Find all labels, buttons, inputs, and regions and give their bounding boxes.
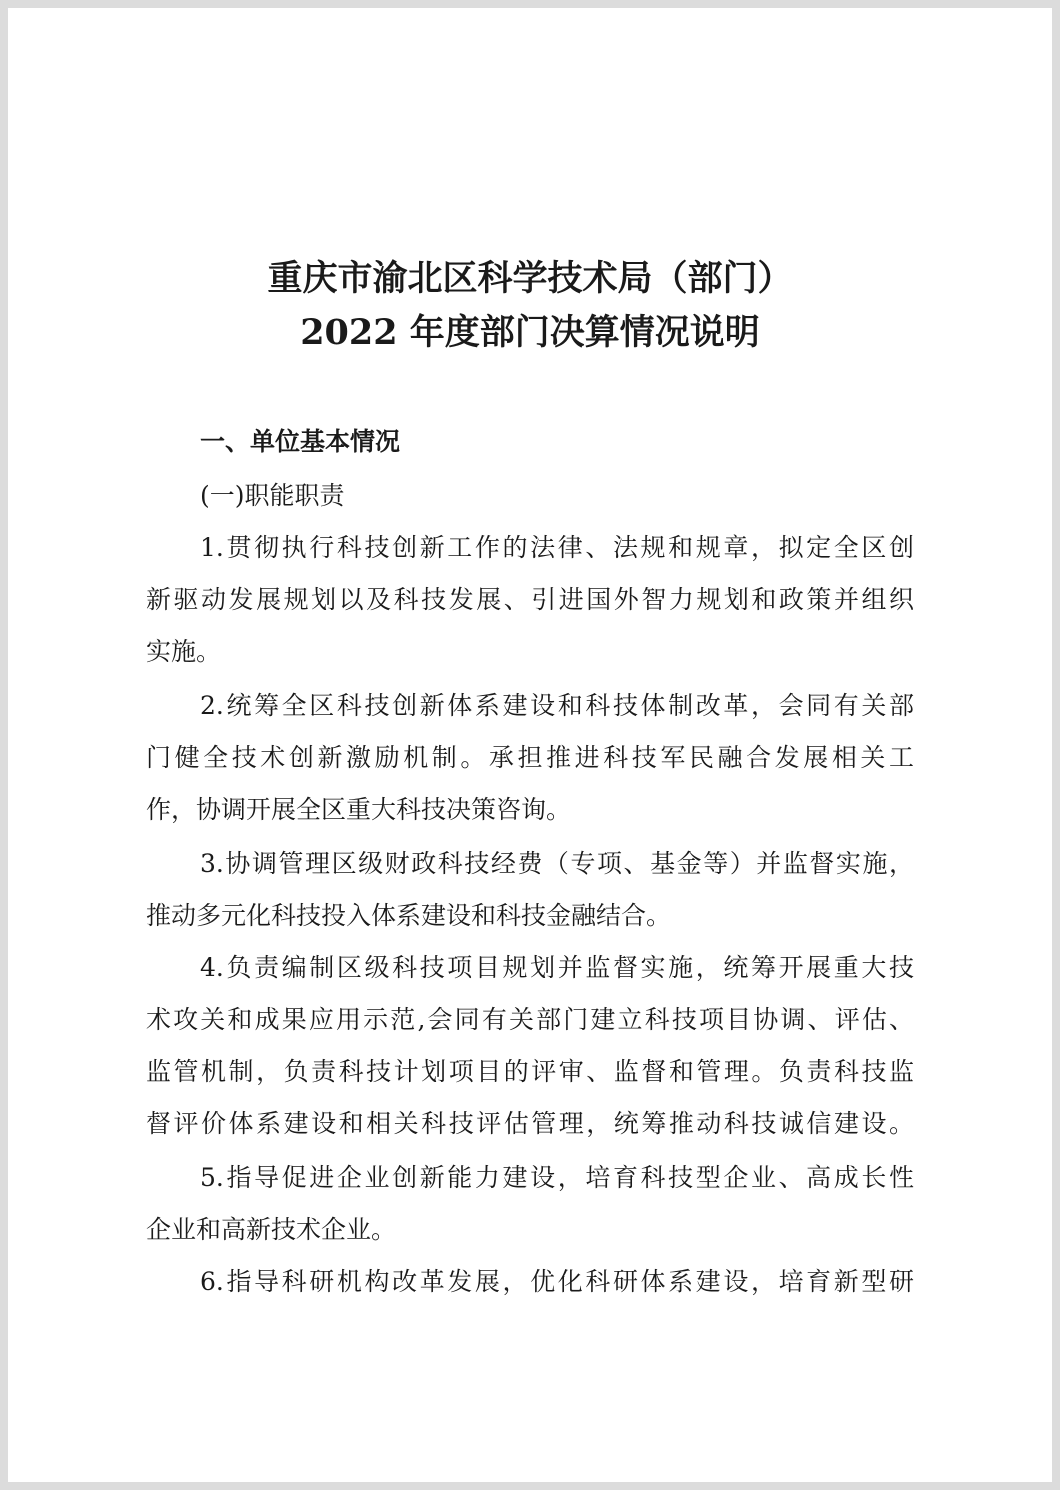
paragraph-line: 作，协调开展全区重大科技决策咨询。: [146, 795, 572, 824]
subsection-heading: (一)职能职责: [200, 481, 345, 510]
paragraph-line: 新驱动发展规划以及科技发展、引进国外智力规划和政策并组织: [146, 585, 914, 614]
paragraph-line: 3.协调管理区级财政科技经费（专项、基金等）并监督实施，: [200, 849, 914, 878]
paragraph-line: 推动多元化科技投入体系建设和科技金融结合。: [146, 901, 672, 930]
document-title-line2: 2022 年度部门决算情况说明: [300, 312, 760, 353]
paragraph-line: 1.贯彻执行科技创新工作的法律、法规和规章，拟定全区创: [200, 533, 914, 562]
paragraph-line: 监管机制，负责科技计划项目的评审、监督和管理。负责科技监: [146, 1057, 914, 1086]
paragraph-line: 5.指导促进企业创新能力建设，培育科技型企业、高成长性: [200, 1163, 914, 1192]
paragraph-line: 2.统筹全区科技创新体系建设和科技体制改革，会同有关部: [200, 691, 914, 720]
paragraph-line: 督评价体系建设和相关科技评估管理，统筹推动科技诚信建设。: [146, 1109, 914, 1138]
paragraph-line: 门健全技术创新激励机制。承担推进科技军民融合发展相关工: [146, 743, 914, 772]
document-page: [8, 8, 1052, 1482]
document-title-line1: 重庆市渝北区科学技术局（部门）: [267, 258, 793, 299]
paragraph-line: 术攻关和成果应用示范,会同有关部门建立科技项目协调、评估、: [146, 1005, 914, 1034]
paragraph-line: 6.指导科研机构改革发展，优化科研体系建设，培育新型研: [200, 1267, 914, 1296]
paragraph-line: 企业和高新技术企业。: [146, 1215, 397, 1244]
section-heading: 一、单位基本情况: [200, 427, 401, 456]
paragraph-line: 实施。: [146, 637, 222, 666]
paragraph-line: 4.负责编制区级科技项目规划并监督实施，统筹开展重大技: [200, 953, 914, 982]
